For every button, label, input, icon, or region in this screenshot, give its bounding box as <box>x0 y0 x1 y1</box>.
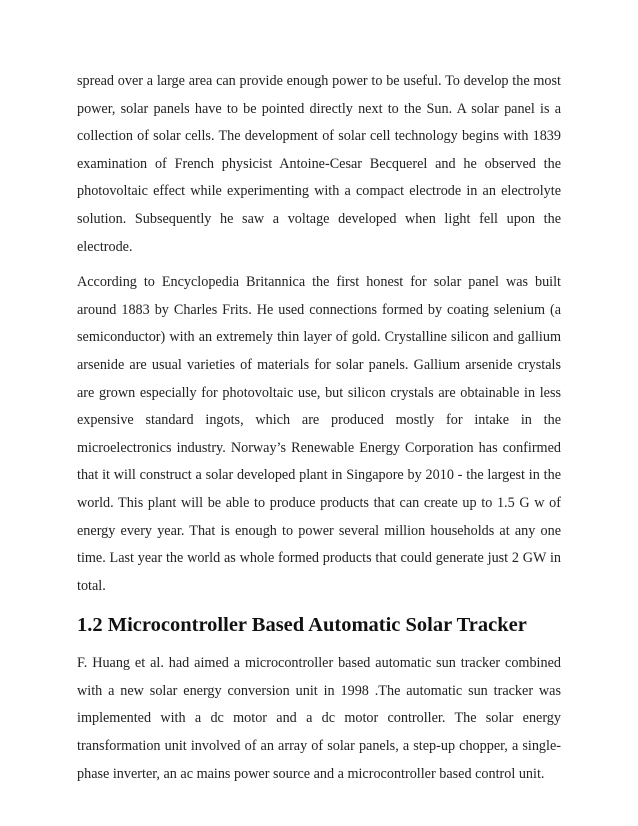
page-content <box>77 68 561 796</box>
paragraph-huang-tracker: F. Huang et al. had aimed a microcontroller based automatic sun tracker combined with a new solar energy conversion unit in 1998 .The automatic sun tracker was implemented with a dc motor and a dc motor controller. The solar energy transformation unit involved of an array of solar panels, a step-up chopper, a single-phase inverter, an ac mains power source and a microcontroller based control unit. <box>77 655 561 782</box>
paragraph-britannica-history: According to Encyclopedia Britannica the first honest for solar panel was built around 1883 by Charles Frits. He used connections formed by coating selenium (a semiconductor) with an extremely thin layer of gold. Crystalline silicon and gallium arsenide are usual varieties of materials for solar panels. Gallium arsenide crystals are grown especially for photovoltaic use, but silicon crystals are obtainable in less expensive standard ingots, which are produced mostly for intake in the microelectronics industry. Norway’s Renewable Energy Corporation has confirmed that it will construct a solar developed plant in Singapore by 2010 - the largest in the world. This plant will be able to produce products that can create up to 1.5 G w of energy every year. That is enough to power several million households at any one time. Last year the world as whole formed products that could generate just 2 GW in total. <box>77 274 561 594</box>
section-heading: 1.2 Microcontroller Based Automatic Solar Tracker <box>77 614 527 637</box>
paragraph-solar-cell-history: spread over a large area can provide enough power to be useful. To develop the most power, solar panels have to be pointed directly next to the Sun. A solar panel is a collection of solar cells. The development of solar cell technology begins with 1839 examination of French physicist Antoine-Cesar Becquerel and he observed the photovoltaic effect while experimenting with a compact electrode in an electrolyte solution. Subsequently he saw a voltage developed when light fell upon the electrode. <box>77 73 561 255</box>
